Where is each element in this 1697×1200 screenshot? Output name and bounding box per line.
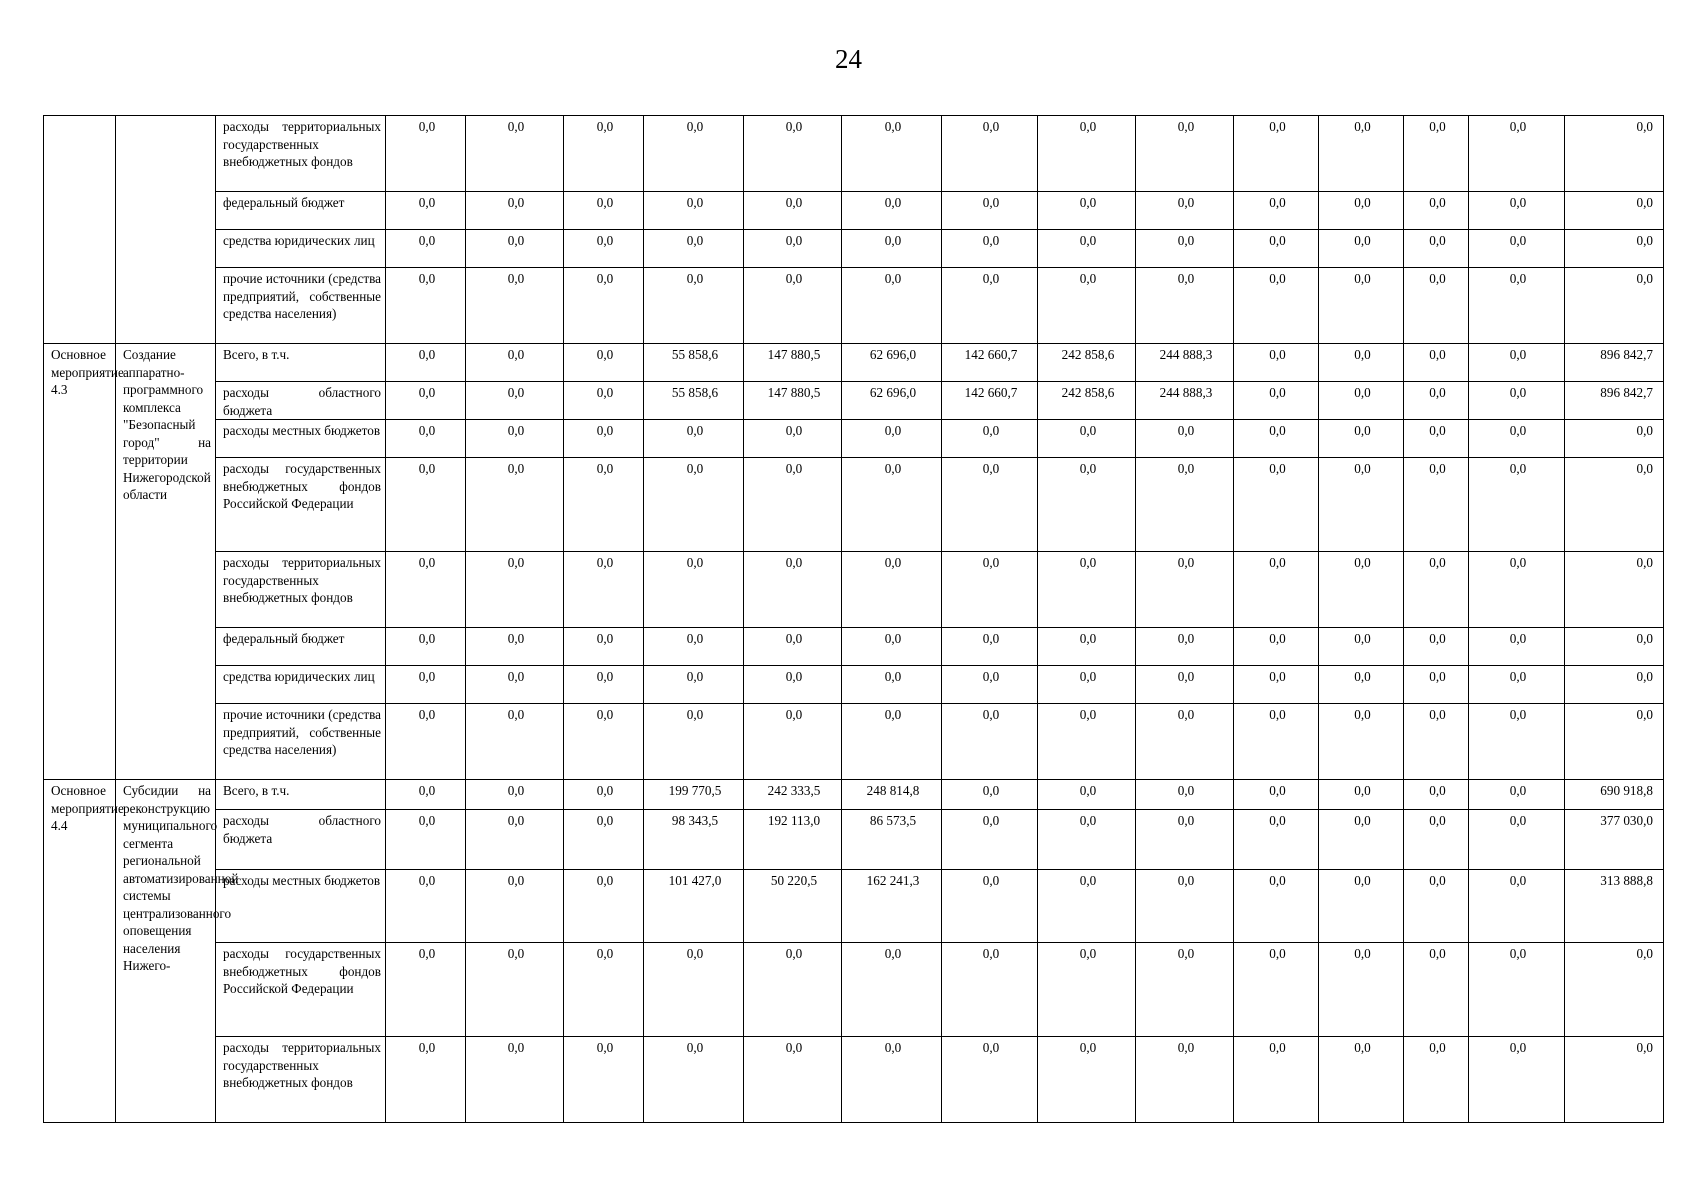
value-cell: 0,0 [1234,116,1319,192]
value-cell: 0,0 [1234,268,1319,344]
value-cell: 0,0 [386,780,466,810]
total-cell: 690 918,8 [1565,780,1664,810]
value-cell: 0,0 [1469,192,1565,230]
value-cell: 0,0 [1469,666,1565,704]
total-cell: 377 030,0 [1565,810,1664,870]
value-cell: 0,0 [1234,943,1319,1037]
total-cell: 0,0 [1565,116,1664,192]
value-cell: 55 858,6 [644,344,744,382]
value-cell: 0,0 [386,230,466,268]
value-cell: 0,0 [386,420,466,458]
value-cell: 0,0 [1469,628,1565,666]
value-cell: 0,0 [942,704,1038,780]
value-cell: 0,0 [1038,628,1136,666]
value-cell: 0,0 [564,552,644,628]
value-cell: 0,0 [744,230,842,268]
value-cell: 0,0 [842,192,942,230]
table-row [44,382,1664,420]
total-cell: 0,0 [1565,943,1664,1037]
value-cell: 0,0 [1469,116,1565,192]
value-cell: 0,0 [1136,116,1234,192]
value-cell: 0,0 [1319,1037,1404,1123]
value-cell: 147 880,5 [744,344,842,382]
value-cell: 0,0 [1319,192,1404,230]
value-cell: 0,0 [564,382,644,420]
value-cell: 0,0 [1469,268,1565,344]
value-cell: 0,0 [466,382,564,420]
funding-source: расходы территориальных государственных внебюджетных фондов [216,1037,386,1123]
value-cell: 0,0 [564,268,644,344]
value-cell: 0,0 [386,552,466,628]
value-cell: 0,0 [564,230,644,268]
value-cell: 242 858,6 [1038,344,1136,382]
value-cell: 0,0 [1136,230,1234,268]
value-cell: 0,0 [942,666,1038,704]
value-cell: 0,0 [1404,780,1469,810]
value-cell: 0,0 [1136,420,1234,458]
table-row [44,780,1664,810]
value-cell: 0,0 [942,810,1038,870]
value-cell: 0,0 [842,552,942,628]
value-cell: 0,0 [744,552,842,628]
value-cell: 0,0 [1404,810,1469,870]
value-cell: 0,0 [842,704,942,780]
value-cell: 0,0 [1038,552,1136,628]
value-cell: 0,0 [1319,382,1404,420]
funding-source: Всего, в т.ч. [216,344,386,382]
value-cell: 0,0 [1136,780,1234,810]
page-number: 24 [835,44,862,74]
value-cell: 0,0 [466,943,564,1037]
value-cell: 0,0 [386,1037,466,1123]
value-cell: 0,0 [842,420,942,458]
value-cell: 0,0 [644,458,744,552]
value-cell: 0,0 [644,943,744,1037]
value-cell: 0,0 [564,192,644,230]
value-cell: 0,0 [644,1037,744,1123]
activity-label: Основное мероприятие 4.4 [44,780,116,1123]
value-cell: 0,0 [1319,552,1404,628]
value-cell: 0,0 [1038,458,1136,552]
value-cell: 62 696,0 [842,382,942,420]
value-cell: 0,0 [466,628,564,666]
value-cell: 242 333,5 [744,780,842,810]
value-cell: 0,0 [942,420,1038,458]
value-cell: 0,0 [1234,628,1319,666]
value-cell: 0,0 [564,458,644,552]
table-row [44,192,1664,230]
value-cell: 0,0 [1319,628,1404,666]
value-cell: 0,0 [1234,704,1319,780]
total-cell: 0,0 [1565,420,1664,458]
value-cell: 0,0 [942,230,1038,268]
value-cell: 0,0 [1469,780,1565,810]
value-cell: 0,0 [1234,552,1319,628]
value-cell: 0,0 [644,192,744,230]
funding-source: расходы местных бюджетов [216,420,386,458]
value-cell: 0,0 [1404,382,1469,420]
value-cell: 0,0 [1038,943,1136,1037]
funding-source: прочие источники (средства предприятий, собственные средства населения) [216,704,386,780]
value-cell: 0,0 [942,780,1038,810]
value-cell: 0,0 [386,870,466,943]
table-body [44,116,1664,1123]
table-row [44,344,1664,382]
total-cell: 896 842,7 [1565,382,1664,420]
value-cell: 0,0 [466,344,564,382]
table-row [44,230,1664,268]
value-cell: 0,0 [744,192,842,230]
value-cell: 0,0 [1319,810,1404,870]
table-row [44,943,1664,1037]
value-cell: 0,0 [1404,628,1469,666]
value-cell: 0,0 [644,552,744,628]
value-cell: 55 858,6 [644,382,744,420]
value-cell: 0,0 [1234,870,1319,943]
value-cell: 0,0 [644,666,744,704]
value-cell: 0,0 [744,420,842,458]
value-cell: 0,0 [1038,192,1136,230]
value-cell: 0,0 [1038,230,1136,268]
value-cell: 0,0 [1038,704,1136,780]
value-cell: 244 888,3 [1136,382,1234,420]
value-cell: 0,0 [564,780,644,810]
value-cell: 0,0 [1469,552,1565,628]
activity-name: Создание аппаратно-программного комплекса "Безопасный город" на территории Нижегородской области [116,344,216,780]
value-cell: 0,0 [1469,230,1565,268]
table-row [44,870,1664,943]
value-cell: 0,0 [386,458,466,552]
value-cell: 0,0 [1136,810,1234,870]
funding-source: расходы территориальных государственных внебюджетных фондов [216,552,386,628]
value-cell: 0,0 [644,268,744,344]
value-cell: 142 660,7 [942,382,1038,420]
value-cell: 0,0 [564,116,644,192]
value-cell: 0,0 [1234,1037,1319,1123]
value-cell: 0,0 [564,420,644,458]
value-cell: 0,0 [1038,420,1136,458]
value-cell: 0,0 [1469,1037,1565,1123]
value-cell: 0,0 [1404,1037,1469,1123]
activity-label: Основное мероприятие 4.3 [44,344,116,780]
value-cell: 0,0 [1319,344,1404,382]
value-cell: 0,0 [386,382,466,420]
value-cell: 0,0 [1136,458,1234,552]
value-cell: 0,0 [842,1037,942,1123]
value-cell: 0,0 [1404,344,1469,382]
value-cell: 0,0 [1469,458,1565,552]
value-cell: 0,0 [1136,666,1234,704]
funding-source: федеральный бюджет [216,192,386,230]
value-cell: 0,0 [1404,230,1469,268]
value-cell: 0,0 [1404,268,1469,344]
value-cell: 0,0 [1038,666,1136,704]
value-cell: 0,0 [564,1037,644,1123]
value-cell: 0,0 [1404,704,1469,780]
value-cell: 0,0 [644,704,744,780]
value-cell: 0,0 [466,1037,564,1123]
value-cell: 86 573,5 [842,810,942,870]
value-cell: 0,0 [942,458,1038,552]
value-cell: 242 858,6 [1038,382,1136,420]
value-cell: 0,0 [564,628,644,666]
value-cell: 0,0 [466,458,564,552]
funding-source: расходы территориальных государственных внебюджетных фондов [216,116,386,192]
value-cell: 0,0 [466,870,564,943]
table-row [44,268,1664,344]
value-cell: 0,0 [1234,382,1319,420]
table-row [44,628,1664,666]
value-cell: 0,0 [1038,870,1136,943]
value-cell: 192 113,0 [744,810,842,870]
funding-source: Всего, в т.ч. [216,780,386,810]
value-cell: 147 880,5 [744,382,842,420]
value-cell: 0,0 [942,552,1038,628]
value-cell: 0,0 [1319,268,1404,344]
value-cell: 0,0 [744,666,842,704]
total-cell: 0,0 [1565,192,1664,230]
value-cell: 0,0 [942,116,1038,192]
value-cell: 0,0 [466,810,564,870]
value-cell: 98 343,5 [644,810,744,870]
funding-source: расходы государственных внебюджетных фондов Российской Федерации [216,943,386,1037]
value-cell: 0,0 [1319,420,1404,458]
value-cell: 0,0 [1234,192,1319,230]
value-cell: 0,0 [466,666,564,704]
value-cell: 0,0 [1234,420,1319,458]
funding-source: федеральный бюджет [216,628,386,666]
value-cell: 0,0 [842,666,942,704]
table-row [44,666,1664,704]
value-cell: 0,0 [1234,230,1319,268]
value-cell: 0,0 [1234,810,1319,870]
value-cell: 0,0 [1234,344,1319,382]
value-cell: 0,0 [1038,268,1136,344]
value-cell: 0,0 [1404,666,1469,704]
value-cell: 0,0 [744,116,842,192]
value-cell: 0,0 [1319,230,1404,268]
value-cell: 0,0 [1038,1037,1136,1123]
value-cell: 199 770,5 [644,780,744,810]
value-cell: 0,0 [564,704,644,780]
activity-name: Субсидии на реконструкцию муниципального сегмента региональной автоматизированной системы централизованного оповещения населения Нижего- [116,780,216,1123]
table-row [44,552,1664,628]
value-cell: 0,0 [744,458,842,552]
value-cell: 0,0 [564,344,644,382]
value-cell: 0,0 [1319,780,1404,810]
value-cell: 0,0 [466,780,564,810]
total-cell: 0,0 [1565,230,1664,268]
value-cell: 0,0 [564,810,644,870]
total-cell: 0,0 [1565,704,1664,780]
value-cell: 0,0 [1469,420,1565,458]
value-cell: 0,0 [842,458,942,552]
value-cell: 0,0 [744,1037,842,1123]
value-cell: 0,0 [1404,420,1469,458]
table-row [44,704,1664,780]
value-cell: 0,0 [564,943,644,1037]
value-cell: 0,0 [942,628,1038,666]
funding-source: средства юридических лиц [216,666,386,704]
value-cell: 0,0 [1469,382,1565,420]
value-cell: 0,0 [1136,628,1234,666]
table-row [44,810,1664,870]
value-cell: 0,0 [466,192,564,230]
value-cell: 0,0 [466,268,564,344]
value-cell: 0,0 [1319,943,1404,1037]
value-cell: 0,0 [1136,704,1234,780]
activity-label [44,116,116,344]
value-cell: 0,0 [842,116,942,192]
total-cell: 0,0 [1565,268,1664,344]
value-cell: 0,0 [466,420,564,458]
value-cell: 0,0 [1319,666,1404,704]
value-cell: 0,0 [744,268,842,344]
value-cell: 0,0 [942,268,1038,344]
value-cell: 0,0 [842,268,942,344]
value-cell: 0,0 [1404,116,1469,192]
value-cell: 0,0 [1234,780,1319,810]
value-cell: 0,0 [1136,1037,1234,1123]
value-cell: 0,0 [1038,780,1136,810]
value-cell: 0,0 [1136,268,1234,344]
value-cell: 0,0 [942,870,1038,943]
value-cell: 0,0 [1404,192,1469,230]
value-cell: 0,0 [1404,458,1469,552]
value-cell: 0,0 [1319,116,1404,192]
value-cell: 0,0 [1136,552,1234,628]
budget-table [43,115,1664,1123]
value-cell: 0,0 [466,230,564,268]
value-cell: 0,0 [1038,116,1136,192]
value-cell: 0,0 [942,1037,1038,1123]
total-cell: 0,0 [1565,552,1664,628]
value-cell: 0,0 [1234,458,1319,552]
value-cell: 0,0 [842,943,942,1037]
funding-source: расходы областного бюджета [216,810,386,870]
value-cell: 62 696,0 [842,344,942,382]
value-cell: 0,0 [564,870,644,943]
value-cell: 248 814,8 [842,780,942,810]
value-cell: 0,0 [386,192,466,230]
activity-name [116,116,216,344]
value-cell: 0,0 [386,943,466,1037]
value-cell: 0,0 [386,704,466,780]
value-cell: 0,0 [386,810,466,870]
value-cell: 0,0 [942,943,1038,1037]
value-cell: 0,0 [1469,704,1565,780]
value-cell: 0,0 [466,704,564,780]
value-cell: 0,0 [1469,344,1565,382]
value-cell: 0,0 [386,116,466,192]
table-row [44,458,1664,552]
funding-source: расходы областного бюджета [216,382,386,420]
value-cell: 162 241,3 [842,870,942,943]
value-cell: 0,0 [1136,192,1234,230]
value-cell: 244 888,3 [1136,344,1234,382]
value-cell: 0,0 [644,116,744,192]
value-cell: 0,0 [644,628,744,666]
funding-source: прочие источники (средства предприятий, собственные средства населения) [216,268,386,344]
total-cell: 0,0 [1565,628,1664,666]
value-cell: 0,0 [386,666,466,704]
value-cell: 0,0 [744,943,842,1037]
value-cell: 0,0 [744,704,842,780]
value-cell: 0,0 [1319,704,1404,780]
value-cell: 0,0 [386,628,466,666]
value-cell: 0,0 [1469,943,1565,1037]
value-cell: 0,0 [842,628,942,666]
total-cell: 0,0 [1565,1037,1664,1123]
funding-source: средства юридических лиц [216,230,386,268]
value-cell: 0,0 [842,230,942,268]
value-cell: 0,0 [744,628,842,666]
value-cell: 0,0 [466,116,564,192]
table-row [44,420,1664,458]
value-cell: 0,0 [466,552,564,628]
value-cell: 0,0 [1404,552,1469,628]
value-cell: 50 220,5 [744,870,842,943]
value-cell: 0,0 [1404,870,1469,943]
funding-source: расходы государственных внебюджетных фондов Российской Федерации [216,458,386,552]
funding-source: расходы местных бюджетов [216,870,386,943]
value-cell: 0,0 [1319,870,1404,943]
value-cell: 0,0 [1404,943,1469,1037]
table-row [44,1037,1664,1123]
value-cell: 0,0 [942,192,1038,230]
value-cell: 142 660,7 [942,344,1038,382]
value-cell: 0,0 [1136,870,1234,943]
table-row [44,116,1664,192]
total-cell: 896 842,7 [1565,344,1664,382]
total-cell: 0,0 [1565,666,1664,704]
value-cell: 0,0 [644,230,744,268]
value-cell: 0,0 [386,268,466,344]
value-cell: 0,0 [386,344,466,382]
total-cell: 0,0 [1565,458,1664,552]
value-cell: 0,0 [1469,810,1565,870]
value-cell: 101 427,0 [644,870,744,943]
total-cell: 313 888,8 [1565,870,1664,943]
value-cell: 0,0 [644,420,744,458]
value-cell: 0,0 [1319,458,1404,552]
value-cell: 0,0 [564,666,644,704]
value-cell: 0,0 [1234,666,1319,704]
value-cell: 0,0 [1136,943,1234,1037]
value-cell: 0,0 [1038,810,1136,870]
value-cell: 0,0 [1469,870,1565,943]
